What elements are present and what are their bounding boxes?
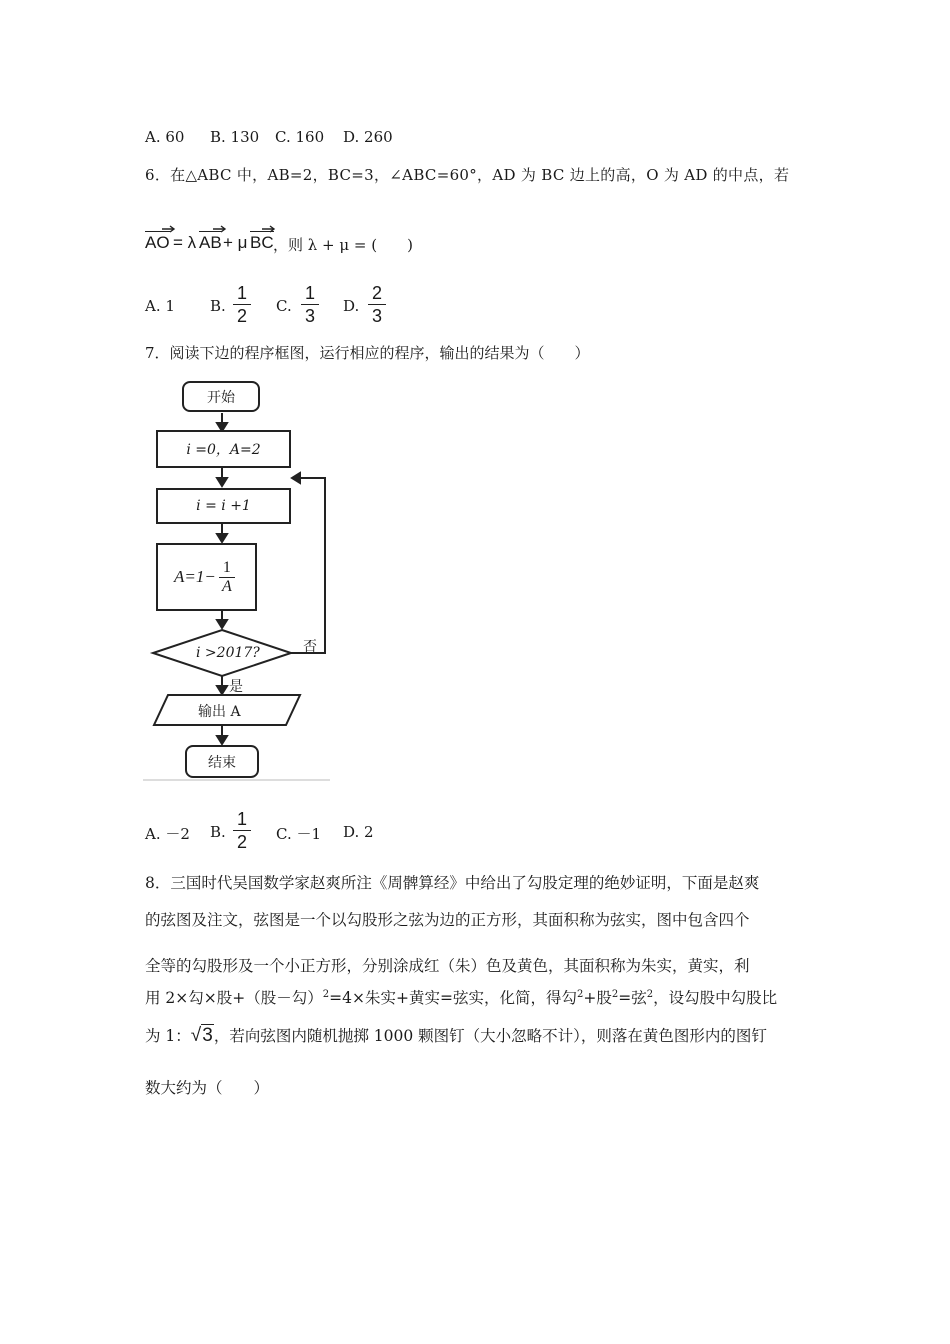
numerator: 1	[304, 283, 315, 303]
equals-lambda: = λ	[173, 233, 197, 252]
denominator: 3	[304, 306, 315, 326]
q8-line-5-part-a: 为 1：	[145, 1027, 191, 1045]
q6-option-a: A. 1	[145, 297, 175, 315]
q8-line-4-part-b: =4×朱实+黄实=弦实，化简，得勾	[329, 989, 577, 1007]
arrow-icon	[162, 225, 176, 233]
q7-option-a: A. －2	[145, 825, 190, 843]
fraction-one-half	[233, 809, 251, 852]
q8-line-4-part-d: =弦	[618, 989, 647, 1007]
q6-option-d: D.	[343, 297, 360, 315]
sqrt-icon: √3	[190, 1025, 213, 1046]
flow-output-node: 输出 A	[198, 704, 241, 720]
q8-line-2: 的弦图及注文，弦图是一个以勾股形之弦为边的正方形，其面积称为弦实，图中包含四个	[145, 911, 750, 929]
flow-init-node: i =0，A=2	[156, 430, 291, 468]
numerator: 1	[222, 558, 231, 576]
q6-option-c: C.	[276, 297, 292, 315]
flow-assign-node	[156, 543, 257, 611]
q8-line-4-part-e: ，设勾股中勾股比	[653, 989, 778, 1007]
fraction-one-third	[301, 283, 319, 326]
q6-question-tail: ，则 λ + μ = ( )	[273, 236, 413, 254]
q8-line-6: 数大约为（ ）	[145, 1079, 270, 1097]
fraction-two-thirds	[368, 283, 386, 326]
vector-bc: BC	[250, 233, 274, 252]
assign-fraction	[219, 559, 235, 596]
plus-mu: + μ	[223, 233, 248, 252]
flow-start-node: 开始	[182, 381, 260, 412]
flow-no-label: 否	[303, 639, 317, 655]
q8-line-3: 全等的勾股形及一个小正方形，分别涂成红（朱）色及黄色，其面积称为朱实，黄实，利	[145, 957, 750, 975]
q5-option-d: D. 260	[343, 128, 393, 146]
q5-option-a: A. 60	[145, 128, 185, 146]
q8-line-4-part-c: +股	[583, 989, 612, 1007]
flow-yes-label: 是	[229, 679, 243, 695]
flow-condition-node: i >2017?	[196, 645, 260, 661]
flow-end-node: 结束	[185, 745, 259, 778]
q7-option-b: B.	[210, 823, 226, 841]
superscript: 2	[576, 989, 584, 1000]
vector-ab: AB	[199, 233, 222, 252]
fraction-one-half	[233, 283, 251, 326]
flow-increment-node: i = i +1	[156, 488, 291, 524]
q7-stem: 7．阅读下边的程序框图，运行相应的程序，输出的结果为（ ）	[145, 344, 590, 362]
denominator: A	[221, 577, 232, 595]
assign-lhs: A=1−	[174, 567, 216, 586]
arrow-icon	[262, 225, 276, 233]
numerator: 2	[371, 283, 382, 303]
q6-stem: 6．在△ABC 中，AB=2，BC=3，∠ABC=60°，AD 为 BC 边上的高，O 为 AD 的中点，若	[145, 166, 790, 184]
q5-option-b: B. 130	[210, 128, 260, 146]
denominator: 2	[236, 832, 247, 852]
q6-option-b: B.	[210, 297, 226, 315]
numerator: 1	[236, 283, 247, 303]
denominator: 3	[371, 306, 382, 326]
arrow-icon	[213, 225, 227, 233]
q8-line-5	[145, 1024, 767, 1047]
numerator: 1	[236, 809, 247, 829]
q8-line-1: 8．三国时代吴国数学家赵爽所注《周髀算经》中给出了勾股定理的绝妙证明，下面是赵爽	[145, 874, 760, 892]
q7-option-d: D. 2	[343, 823, 374, 841]
vector-ao: AO	[145, 233, 170, 252]
q8-line-5-part-b: ，若向弦图内随机抛掷 1000 颗图钉（大小忽略不计），则落在黄色图形内的图钉	[213, 1027, 767, 1045]
sqrt-radicand: 3	[202, 1025, 213, 1046]
denominator: 2	[236, 306, 247, 326]
superscript: 2	[646, 989, 654, 1000]
superscript: 2	[322, 989, 330, 1000]
q8-line-4-part-a: 用 2×勾×股+（股－勾）	[145, 989, 323, 1007]
superscript: 2	[611, 989, 619, 1000]
q7-option-c: C. －1	[276, 825, 322, 843]
q8-line-4	[145, 986, 777, 1008]
q5-option-c: C. 160	[275, 128, 325, 146]
